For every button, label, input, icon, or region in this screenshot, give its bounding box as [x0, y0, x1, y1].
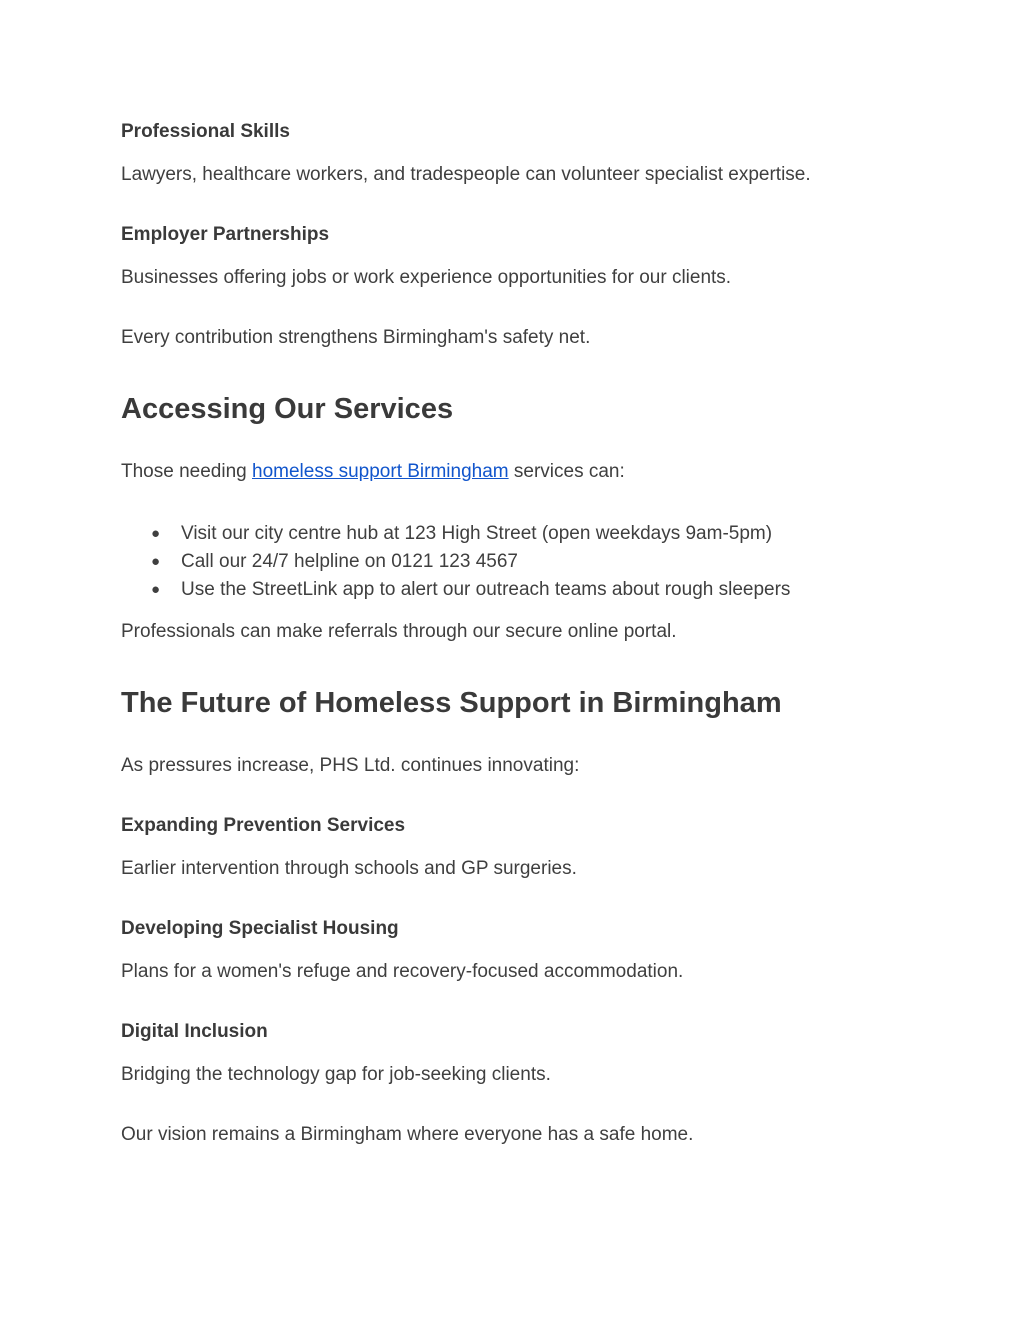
list-item-text: Use the StreetLink app to alert our outreach teams about rough sleepers [181, 579, 791, 600]
professional-skills-heading: Professional Skills [121, 121, 290, 142]
list-item-text: Visit our city centre hub at 123 High Street (open weekdays 9am-5pm) [181, 523, 773, 544]
bullet-icon: ● [151, 525, 161, 542]
list-item [151, 520, 790, 548]
accessing-intro-after: services can: [508, 461, 625, 482]
contribution-note: Every contribution strengthens Birmingham's safety net. [121, 327, 591, 348]
homeless-support-link[interactable]: homeless support Birmingham [252, 461, 509, 482]
prevention-services-heading: Expanding Prevention Services [121, 815, 406, 836]
vision-statement: Our vision remains a Birmingham where everyone has a safe home. [121, 1124, 694, 1145]
services-list [151, 520, 790, 604]
accessing-services-heading: Accessing Our Services [121, 393, 454, 425]
list-item-text: Call our 24/7 helpline on 0121 123 4567 [181, 551, 518, 572]
list-item [151, 548, 790, 576]
list-item [151, 576, 790, 604]
future-intro: As pressures increase, PHS Ltd. continues innovating: [121, 755, 580, 776]
accessing-intro-before: Those needing [121, 461, 252, 482]
digital-inclusion-text: Bridging the technology gap for job-seeking clients. [121, 1064, 551, 1085]
employer-partnerships-heading: Employer Partnerships [121, 224, 330, 245]
employer-partnerships-text: Businesses offering jobs or work experience opportunities for our clients. [121, 267, 732, 288]
referral-note: Professionals can make referrals through our secure online portal. [121, 621, 677, 642]
future-heading: The Future of Homeless Support in Birmingham [121, 687, 782, 719]
accessing-intro [121, 460, 625, 484]
professional-skills-text: Lawyers, healthcare workers, and tradespeople can volunteer specialist expertise. [121, 164, 811, 185]
bullet-icon: ● [151, 553, 161, 570]
specialist-housing-heading: Developing Specialist Housing [121, 918, 399, 939]
bullet-icon: ● [151, 581, 161, 598]
specialist-housing-text: Plans for a women's refuge and recovery-focused accommodation. [121, 961, 684, 982]
prevention-services-text: Earlier intervention through schools and GP surgeries. [121, 858, 577, 879]
digital-inclusion-heading: Digital Inclusion [121, 1021, 268, 1042]
